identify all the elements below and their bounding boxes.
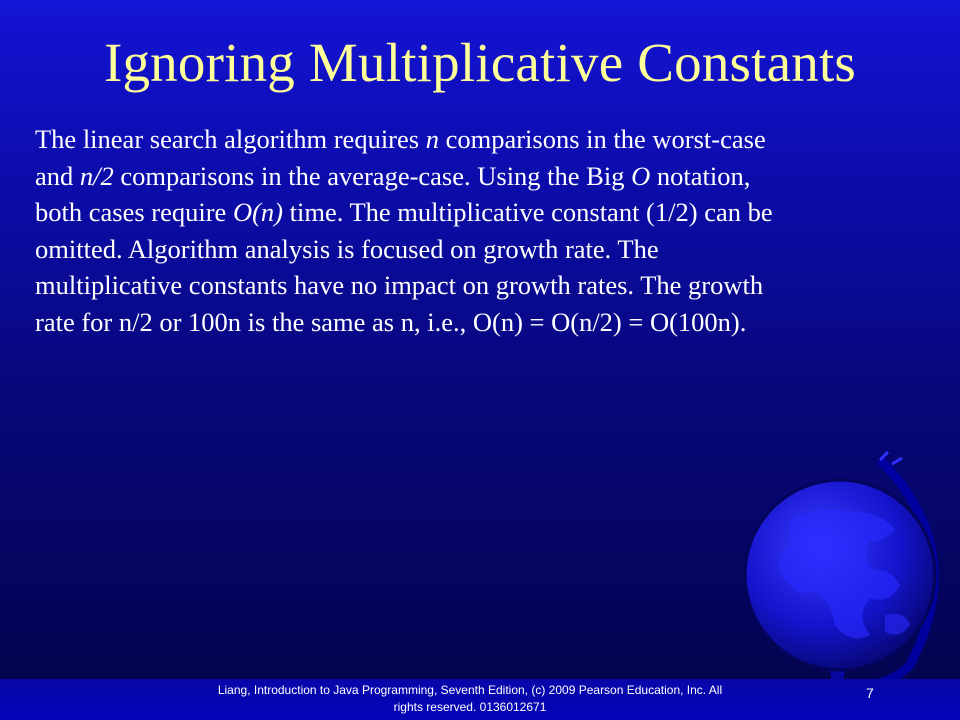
body-italic-span: n/2 (79, 160, 114, 191)
globe-icon (730, 450, 960, 710)
body-line-5: multiplicative constants have no impact on growth rates. The growth (35, 270, 764, 301)
footer-credits (175, 682, 765, 716)
body-italic-span: n (425, 124, 439, 154)
page-number: 7 (866, 685, 874, 701)
body-line-1 (35, 121, 940, 158)
body-line-3 (35, 194, 940, 231)
body-text-span: time. The multiplicative constant (1/2) can be (282, 197, 773, 228)
body-line-4: omitted. Algorithm analysis is focused on growth rate. The (35, 233, 659, 264)
body-italic-span: O(n) (232, 197, 283, 228)
slide-footer (0, 679, 960, 720)
body-text-span: comparisons in the worst-case (438, 124, 766, 154)
body-line-2 (35, 158, 940, 195)
slide-title: Ignoring Multiplicative Constants (103, 32, 857, 93)
body-line-6: rate for n/2 or 100n is the same as n, i.e., O(n) = O(n/2) = O(100n). (35, 306, 747, 337)
slide-body (35, 121, 940, 341)
body-text-span: notation, (650, 160, 751, 191)
body-text-span: and (35, 160, 80, 191)
body-italic-span: O (631, 160, 651, 191)
body-text-span: both cases require (35, 197, 233, 228)
body-text-span: The linear search algorithm requires (35, 124, 426, 154)
footer-line-2: rights reserved. 0136012671 (393, 700, 547, 714)
footer-line-1: Liang, Introduction to Java Programming, Seventh Edition, (c) 2009 Pearson Education, Inc. All (217, 683, 723, 697)
body-text-span: comparisons in the average-case. Using the Big (113, 160, 632, 191)
